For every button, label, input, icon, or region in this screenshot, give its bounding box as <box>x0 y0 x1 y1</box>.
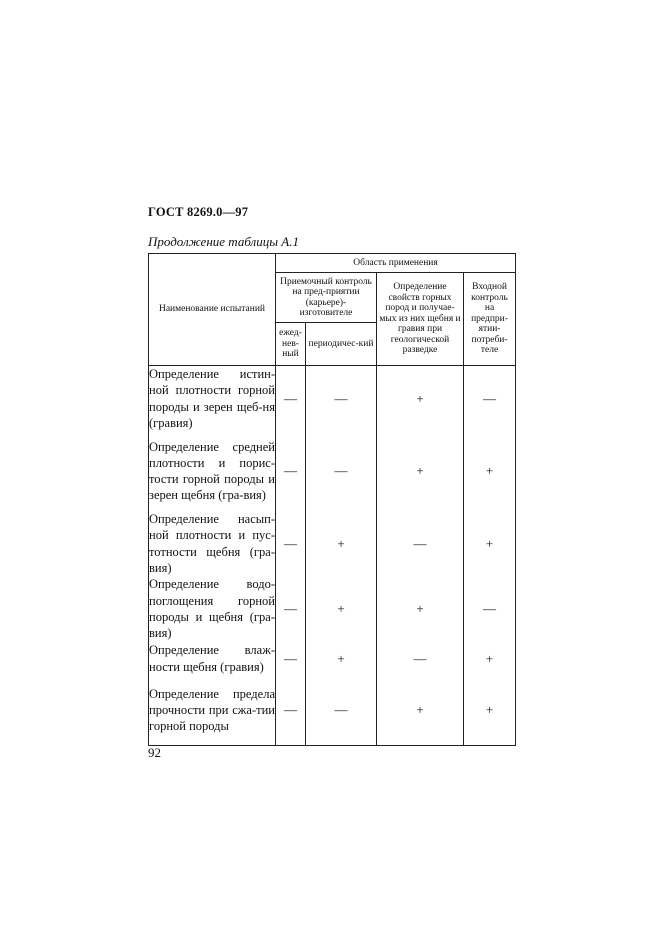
daily-mark: — <box>276 511 306 576</box>
header-daily: ежед-нев-ный <box>276 323 306 366</box>
header-geological-survey: Определение свойств горных пород и получае-мых из них щебня и гравия при геологической разведке <box>377 273 464 366</box>
table-row <box>149 676 516 746</box>
daily-mark: — <box>276 576 306 641</box>
header-periodic: периодичес-кий <box>306 323 377 366</box>
test-name-cell: Определение предела прочности при сжа-тии горной породы <box>149 676 276 746</box>
geology-mark: + <box>377 676 464 746</box>
table-continuation-label: Продолжение таблицы А.1 <box>148 234 299 249</box>
test-name-cell: Определение средней плотности и порис-тости горной породы и зерен щебня (гра-вия) <box>149 431 276 511</box>
daily-mark: — <box>276 366 306 432</box>
test-applicability-table <box>148 253 516 746</box>
table-row <box>149 366 516 432</box>
incoming-mark: + <box>464 511 516 576</box>
incoming-mark: + <box>464 642 516 676</box>
header-acceptance-control: Приемочный контроль на пред-приятии (карьере)-изготовителе <box>276 273 377 323</box>
document-id: ГОСТ 8269.0—97 <box>148 205 249 219</box>
table-row <box>149 576 516 641</box>
geology-mark: + <box>377 366 464 432</box>
incoming-mark: — <box>464 576 516 641</box>
periodic-mark: — <box>306 366 377 432</box>
periodic-mark: + <box>306 642 377 676</box>
test-name-cell: Определение влаж-ности щебня (гравия) <box>149 643 275 674</box>
daily-mark: — <box>276 431 306 511</box>
incoming-mark: + <box>464 676 516 746</box>
incoming-mark: — <box>464 366 516 432</box>
test-name-cell: Определение насып-ной плотности и пус-тотности щебня (гра-вия) <box>149 512 275 576</box>
table-row <box>149 431 516 511</box>
incoming-mark: + <box>464 431 516 511</box>
page-number: 92 <box>148 745 161 760</box>
test-name-cell: Определение истин-ной плотности горной породы и зерен щеб-ня (гравия) <box>149 367 275 430</box>
table-row <box>149 642 516 676</box>
periodic-mark: + <box>306 576 377 641</box>
periodic-mark: — <box>306 676 377 746</box>
periodic-mark: — <box>306 431 377 511</box>
table-row <box>149 511 516 576</box>
header-test-name: Наименование испытаний <box>149 254 276 366</box>
daily-mark: — <box>276 676 306 746</box>
geology-mark: + <box>377 431 464 511</box>
header-application-area: Область применения <box>276 254 516 273</box>
periodic-mark: + <box>306 511 377 576</box>
geology-mark: + <box>377 576 464 641</box>
test-name-cell: Определение водо-поглощения горной породы и щебня (гра-вия) <box>149 577 275 641</box>
daily-mark: — <box>276 642 306 676</box>
geology-mark: — <box>377 511 464 576</box>
geology-mark: — <box>377 642 464 676</box>
header-incoming-control: Входной контроль на предпри-ятии-потреби-теле <box>464 273 516 366</box>
